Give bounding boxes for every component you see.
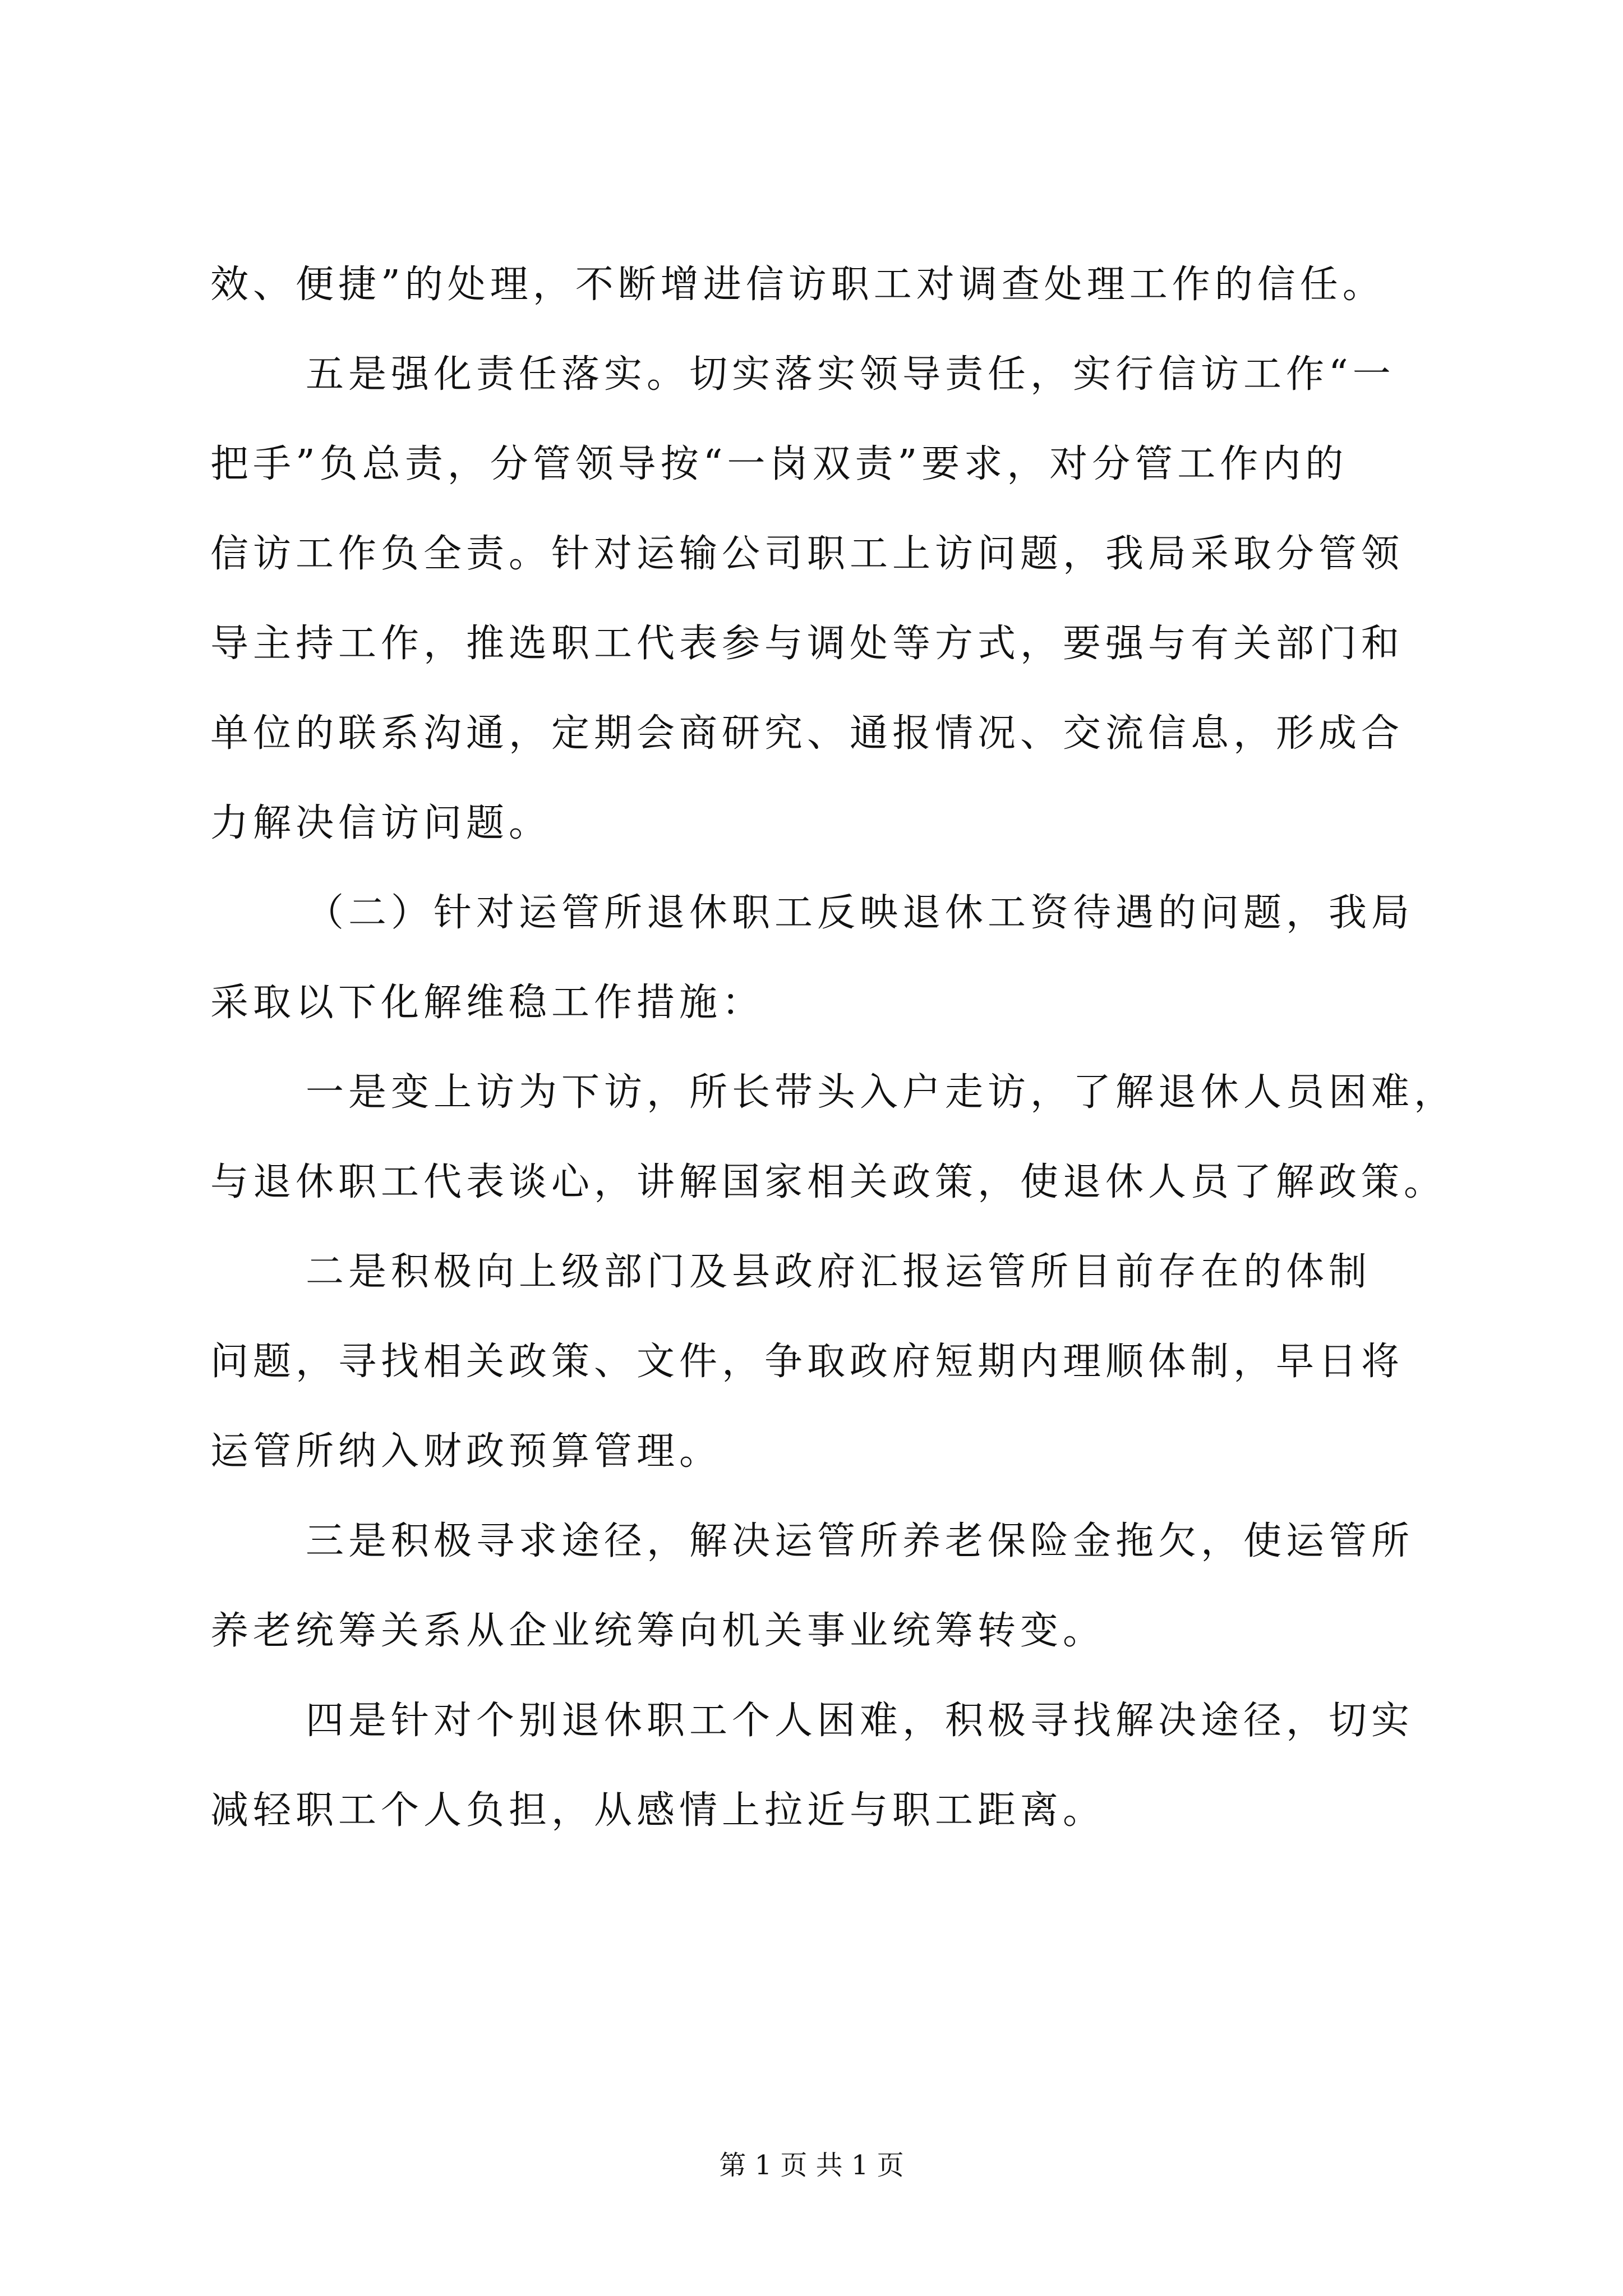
body-line: 信访工作负全责。针对运输公司职工上访问题，我局采取分管领 <box>210 532 1404 576</box>
body-line: 力解决信访问题。 <box>210 801 552 845</box>
paragraph-start-line: 三是积极寻求途径，解决运管所养老保险金拖欠，使运管所 <box>306 1519 1414 1563</box>
paragraph-start-line: 五是强化责任落实。切实落实领导责任，实行信访工作“一 <box>306 352 1395 397</box>
body-line: 导主持工作，推选职工代表参与调处等方式，要强与有关部门和 <box>210 622 1404 666</box>
paragraph-start-line: 二是积极向上级部门及县政府汇报运管所目前存在的体制 <box>306 1250 1372 1294</box>
section-heading-line: （二）针对运管所退休职工反映退休工资待遇的问题，我局 <box>306 891 1414 935</box>
body-line: 运管所纳入财政预算管理。 <box>210 1429 722 1474</box>
body-line: 养老统筹关系从企业统筹向机关事业统筹转变。 <box>210 1609 1106 1653</box>
paragraph-start-line: 一是变上访为下访，所长带头入户走访，了解退休人员困难， <box>306 1070 1457 1115</box>
body-line: 效、便捷”的处理，不断增进信访职工对调查处理工作的信任。 <box>210 263 1385 307</box>
page-footer: 第 1 页 共 1 页 <box>719 2150 904 2181</box>
body-line: 减轻职工个人负担，从感情上拉近与职工距离。 <box>210 1788 1106 1833</box>
body-line: 采取以下化解维稳工作措施： <box>210 981 765 1025</box>
body-line: 单位的联系沟通，定期会商研究、通报情况、交流信息，形成合 <box>210 711 1404 756</box>
body-line: 把手”负总责，分管领导按“一岗双责”要求，对分管工作内的 <box>210 442 1348 486</box>
paragraph-start-line: 四是针对个别退休职工个人困难，积极寻找解决途径，切实 <box>306 1699 1414 1743</box>
body-line: 与退休职工代表谈心，讲解国家相关政策，使退休人员了解政策。 <box>210 1160 1447 1204</box>
body-line: 问题，寻找相关政策、文件，争取政府短期内理顺体制，早日将 <box>210 1340 1404 1384</box>
